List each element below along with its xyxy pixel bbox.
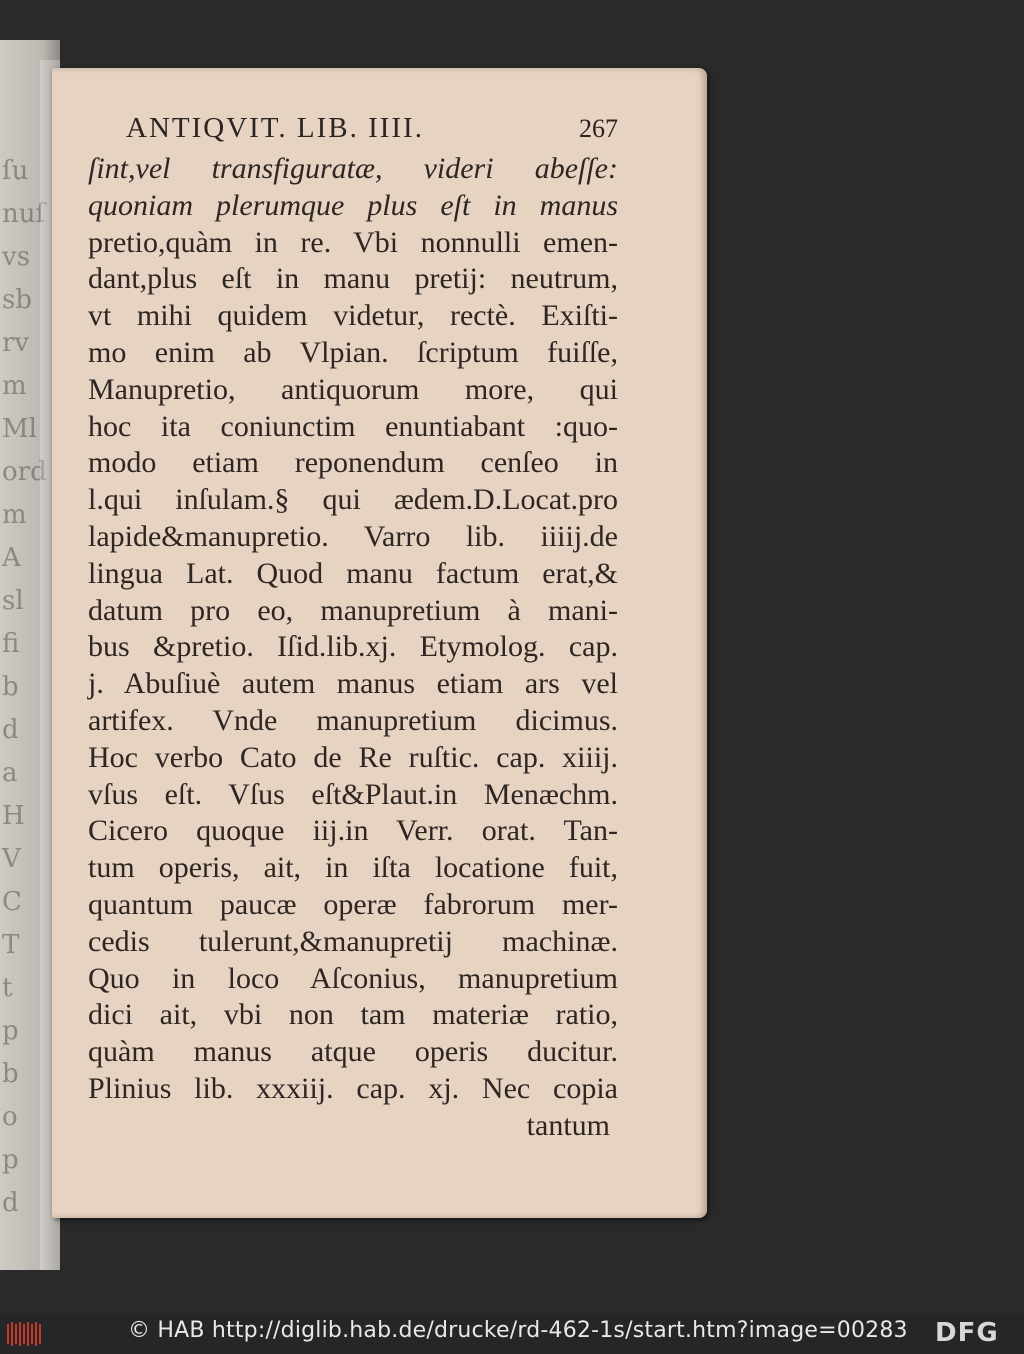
text-line: dici ait, vbi non tam materiæ ratio, xyxy=(88,998,618,1032)
edge-letter: d xyxy=(2,1188,19,1218)
text-line: Quo in loco Aſconius, manupretium xyxy=(88,961,618,995)
edge-letter: m xyxy=(2,371,27,401)
page-text-block xyxy=(88,112,618,1145)
edge-letter: fi xyxy=(2,629,20,659)
edge-letter: sb xyxy=(2,285,32,315)
previous-page-letters xyxy=(2,150,47,1225)
dfg-logo: DFG xyxy=(935,1318,999,1348)
edge-letter: p xyxy=(2,1016,19,1046)
text-line: Cicero quoque iij.in Verr. orat. Tan- xyxy=(88,814,618,848)
edge-letter: p xyxy=(2,1145,19,1175)
text-line: ſint,vel transfiguratæ, videri abeſſe: xyxy=(88,152,618,185)
book-page xyxy=(52,68,707,1218)
text-line: quoniam plerumque plus eſt in manus xyxy=(88,188,618,222)
text-line: artifex. Vnde manupretium dicimus. xyxy=(88,703,618,737)
edge-letter: m xyxy=(2,500,27,530)
edge-letter: a xyxy=(2,758,18,788)
text-line: quàm manus atque operis ducitur. xyxy=(88,1035,618,1069)
edge-letter: ord xyxy=(2,457,47,487)
edge-letter: nuſ xyxy=(2,199,46,229)
text-line: dant,plus eſt in manu pretij: neutrum, xyxy=(88,262,618,296)
text-line: Hoc verbo Cato de Re ruſtic. cap. xiiij. xyxy=(88,740,618,774)
edge-letter: o xyxy=(2,1102,18,1132)
running-head xyxy=(88,112,618,152)
text-line: cedis tulerunt,&manupretij machinæ. xyxy=(88,924,618,958)
edge-letter: d xyxy=(2,715,19,745)
body-text xyxy=(88,151,618,1108)
text-line: Plinius lib. xxxiij. cap. xj. Nec copia xyxy=(88,1071,618,1105)
edge-letter: H xyxy=(2,801,25,831)
copyright-url[interactable]: © HAB http://diglib.hab.de/drucke/rd-462-1s/start.htm?image=00283 xyxy=(128,1318,908,1343)
text-line: quantum paucæ operæ fabrorum mer- xyxy=(88,887,618,921)
text-line: datum pro eo, manupretium à mani- xyxy=(88,593,618,627)
text-line: j. Abuſiuè autem manus etiam ars vel xyxy=(88,667,618,701)
text-line: vſus eſt. Vſus eſt&Plaut.in Menæchm. xyxy=(88,777,618,811)
catchword: tantum xyxy=(526,1108,610,1142)
edge-letter: C xyxy=(2,887,22,917)
edge-letter: V xyxy=(2,844,21,874)
text-line: lapide&manupretio. Varro lib. iiiij.de xyxy=(88,519,618,553)
text-line: bus &pretio. Iſid.lib.xj. Etymolog. cap. xyxy=(88,630,618,664)
text-line: vt mihi quidem videtur, rectè. Exiſti- xyxy=(88,299,618,333)
text-line: mo enim ab Vlpian. ſcriptum fuiſſe, xyxy=(88,335,618,369)
edge-letter: A xyxy=(2,543,21,573)
edge-letter: sl xyxy=(2,586,24,616)
edge-letter: b xyxy=(2,672,19,702)
text-line: modo etiam reponendum cenſeo in xyxy=(88,446,618,480)
edge-letter: t xyxy=(2,973,13,1003)
text-line: tum operis, ait, in iſta locatione fuit, xyxy=(88,851,618,885)
edge-letter: vs xyxy=(2,242,31,272)
hab-logo-icon xyxy=(6,1321,44,1347)
edge-letter: rv xyxy=(2,328,30,358)
edge-letter: ſu xyxy=(2,156,29,186)
running-head-title: ANTIQVIT. LIB. IIII. xyxy=(126,112,424,144)
page-number: 267 xyxy=(579,114,618,143)
text-line: lingua Lat. Quod manu factum erat,& xyxy=(88,556,618,590)
text-line: hoc ita coniunctim enuntiabant :quo- xyxy=(88,409,618,443)
text-line: Manupretio, antiquorum more, qui xyxy=(88,372,618,406)
edge-letter: b xyxy=(2,1059,19,1089)
edge-letter: T xyxy=(2,930,20,960)
text-line: pretio,quàm in re. Vbi nonnulli emen- xyxy=(88,225,618,259)
edge-letter: Ml xyxy=(2,414,37,444)
text-line: l.qui inſulam.§ qui ædem.D.Locat.pro xyxy=(88,483,618,517)
